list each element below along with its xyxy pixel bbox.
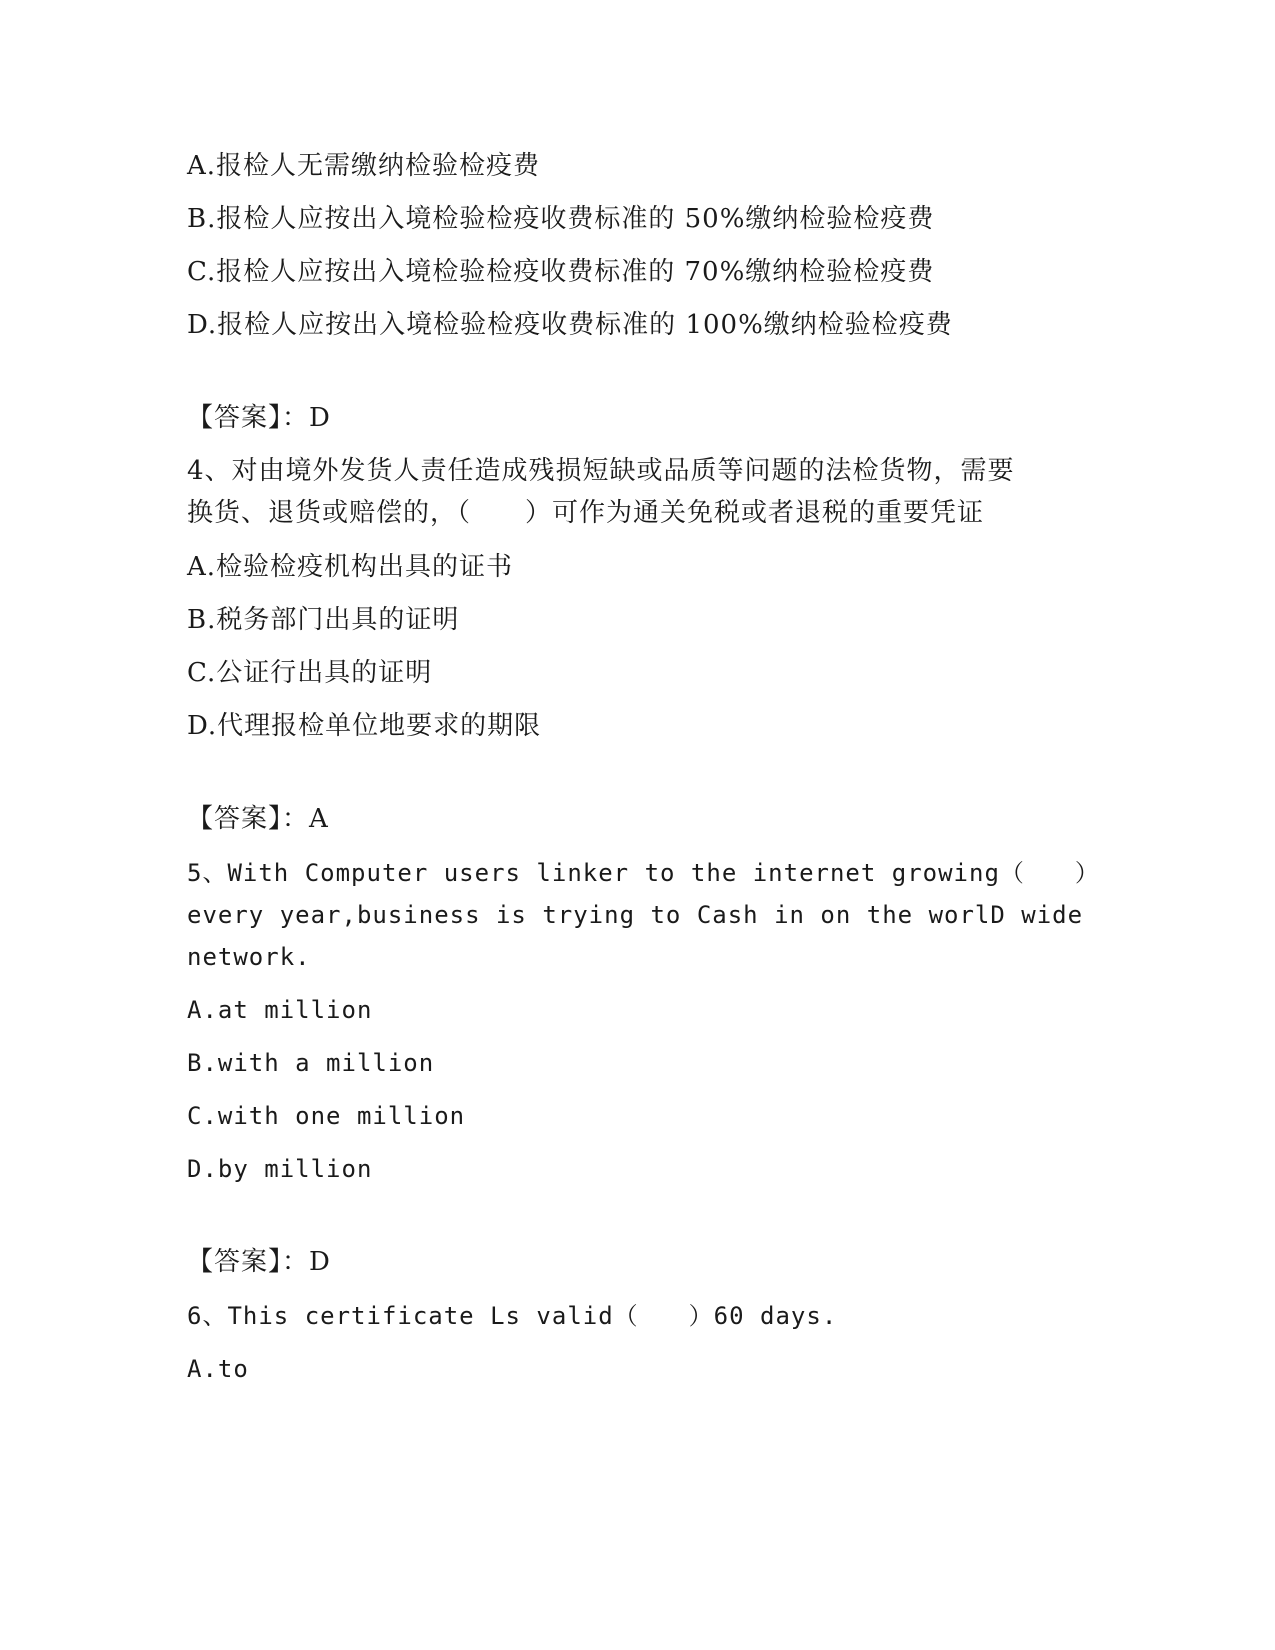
q4-option-d: D.代理报检单位地要求的期限 xyxy=(187,711,542,741)
q6-option-a: A.to xyxy=(187,1355,249,1383)
q3-option-d: D.报检人应按出入境检验检疫收费标准的 100%缴纳检验检疫费 xyxy=(187,310,953,340)
q4-stem-line-2: 换货、退货或赔偿的，（ ）可作为通关免税或者退税的重要凭证 xyxy=(187,498,985,528)
q3-option-a: A.报检人无需缴纳检验检疫费 xyxy=(187,151,541,181)
q4-answer: 【答案】：A xyxy=(187,804,329,834)
q3-option-c: C.报检人应按出入境检验检疫收费标准的 70%缴纳检验检疫费 xyxy=(187,257,935,287)
q4-option-c: C.公证行出具的证明 xyxy=(187,658,433,688)
q5-option-c: C.with one million xyxy=(187,1102,466,1130)
q5-option-a: A.at million xyxy=(187,996,373,1024)
q4-stem-line-1: 4、对由境外发货人责任造成残损短缺或品质等问题的法检货物，需要 xyxy=(187,456,1015,486)
q5-stem-line-2: every year,business is trying to Cash in on the worlD wide xyxy=(187,901,1084,929)
q3-option-b: B.报检人应按出入境检验检疫收费标准的 50%缴纳检验检疫费 xyxy=(187,204,935,234)
q4-option-a: A.检验检疫机构出具的证书 xyxy=(187,552,514,582)
q3-answer: 【答案】：D xyxy=(187,403,331,433)
q5-option-d: D.by million xyxy=(187,1155,373,1183)
q5-stem-line-3: network. xyxy=(187,943,311,971)
q4-option-b: B.税务部门出具的证明 xyxy=(187,605,460,635)
q5-option-b: B.with a million xyxy=(187,1049,435,1077)
q5-answer: 【答案】：D xyxy=(187,1247,331,1277)
q6-stem-line-1: 6、This certificate Ls valid（ ）60 days. xyxy=(187,1302,838,1330)
q5-stem-line-1: 5、With Computer users linker to the internet growing（ ） xyxy=(187,859,1100,887)
